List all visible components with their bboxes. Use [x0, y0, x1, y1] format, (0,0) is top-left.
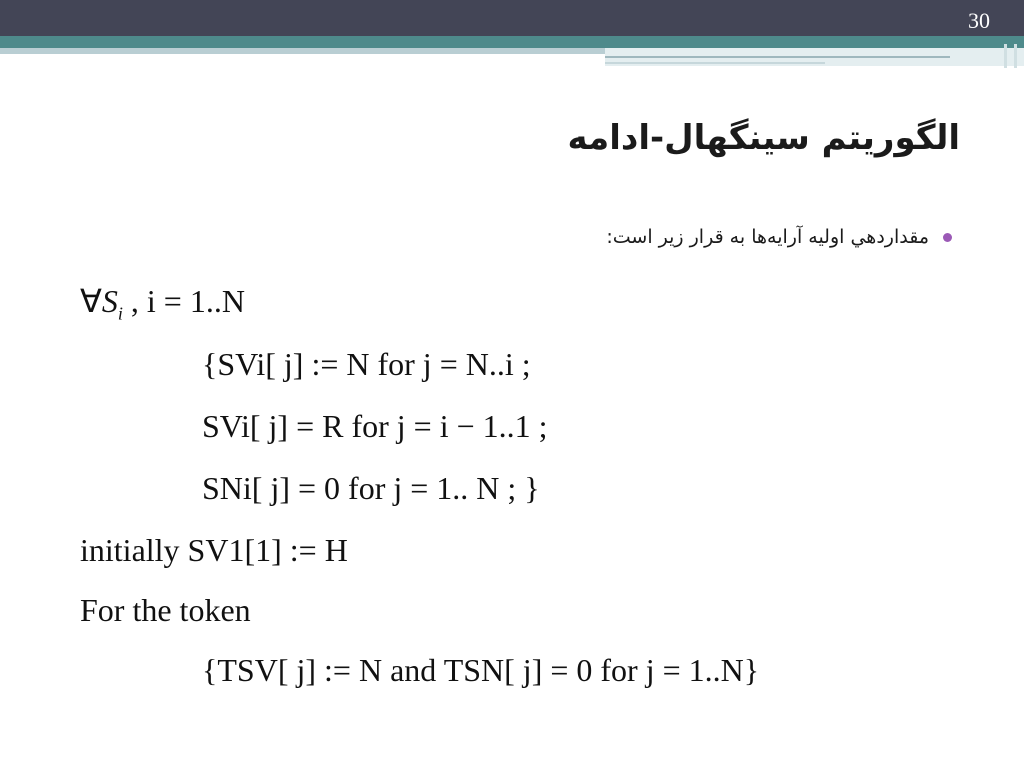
- formula-line-3: [202, 408, 548, 445]
- formula-line-2: [202, 346, 531, 383]
- formula-line-1: [80, 282, 245, 324]
- header-rule: [605, 56, 950, 58]
- header-tick: [1014, 44, 1017, 68]
- formula-text: SNi[ j] = 0 for j = 1.. N ; }: [202, 470, 540, 506]
- bullet-icon: [943, 233, 952, 242]
- forall-symbol: ∀: [80, 283, 102, 319]
- token-heading: [80, 592, 251, 629]
- header-band-dark: [0, 0, 1024, 36]
- header-band-light: [0, 48, 605, 54]
- bullet-item: [606, 226, 952, 248]
- formula-text: SVi[ j] = R for j = i − 1..1 ;: [202, 408, 548, 444]
- formula-text: initially SV1[1] := H: [80, 532, 348, 568]
- formula-line-4: [202, 470, 540, 507]
- bullet-text: مقداردهي اوليه آرايه‌ها به قرار زير است:: [606, 226, 929, 248]
- formula-line-7: [202, 652, 759, 689]
- header-tick: [1004, 44, 1007, 68]
- header-rule: [605, 62, 825, 64]
- formula-line-5: [80, 532, 348, 569]
- formula-text: {TSV[ j] := N and TSN[ j] = 0 for j = 1..N}: [202, 652, 760, 688]
- formula-subscript: i: [117, 303, 123, 324]
- formula-text: For the token: [80, 592, 251, 628]
- header-band-teal: [0, 36, 1024, 48]
- formula-text: {SVi[ j] := N for j = N..i ;: [202, 346, 531, 382]
- slide-title: الگوریتم سینگهال-ادامه: [567, 118, 960, 158]
- formula-text: , i = 1..N: [130, 283, 245, 319]
- formula-symbol: S: [101, 283, 118, 319]
- slide-number: 30: [968, 8, 990, 33]
